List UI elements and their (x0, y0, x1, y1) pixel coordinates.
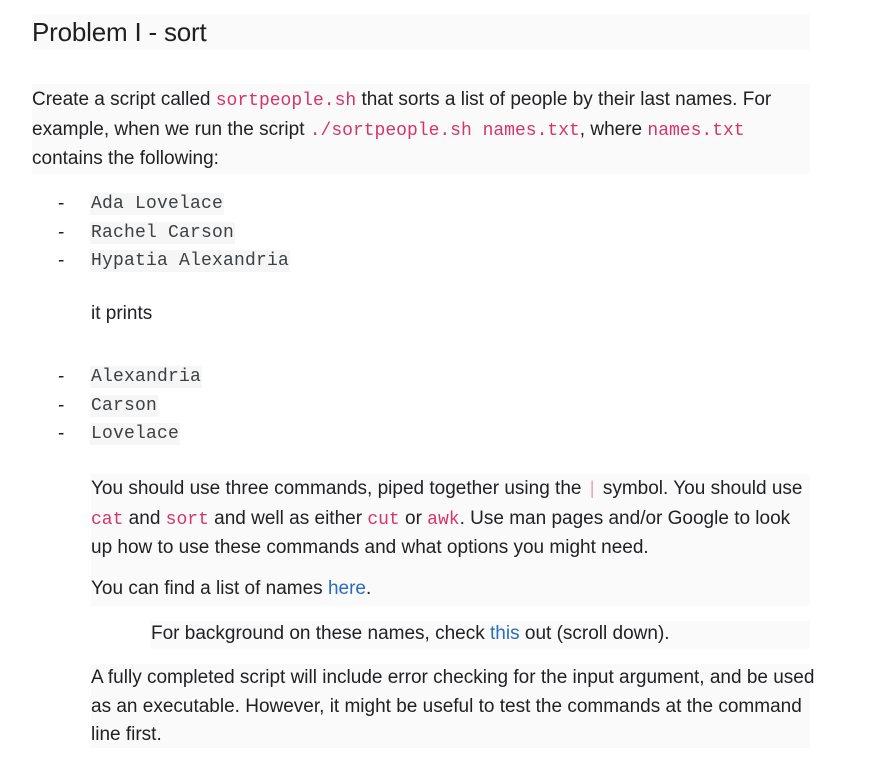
list-item-code: Rachel Carson (91, 222, 235, 243)
intro-paragraph (32, 86, 812, 174)
cut-command-code: cut (367, 509, 400, 530)
list-item-code: Hypatia Alexandria (91, 251, 290, 272)
list-bullet: - (58, 193, 65, 215)
find-text-2: . (365, 578, 372, 599)
background-info-link[interactable]: this (490, 623, 520, 644)
names-list-link[interactable]: here (327, 578, 366, 599)
list-bullet: - (58, 423, 65, 445)
list-item (58, 392, 202, 421)
background-text-2: out (scroll down). (519, 623, 670, 644)
list-item (58, 363, 202, 392)
list-item-code: Ada Lovelace (91, 194, 224, 215)
instructions-text-6: . Use man pages and/or Google to look up how to use these commands and what options you might need. (91, 507, 791, 558)
list-item (58, 190, 290, 219)
intro-text-4: contains the following: (32, 148, 219, 169)
output-names-list (58, 363, 202, 449)
list-item (58, 247, 290, 276)
input-names-list (58, 190, 290, 276)
script-name-code: sortpeople.sh (215, 91, 357, 111)
cat-command-code: cat (91, 509, 124, 530)
list-item (58, 219, 290, 248)
instructions-text-3: and (123, 507, 166, 529)
input-file-code: names.txt (647, 120, 745, 141)
list-item-code: Alexandria (91, 367, 202, 388)
background-note-paragraph (151, 620, 670, 649)
instructions-text-2: symbol. You should use (597, 478, 803, 499)
it-prints-text: it prints (91, 303, 153, 324)
find-names-paragraph (91, 575, 371, 604)
instructions-text-4: and well as either (208, 507, 368, 529)
list-item-code: Carson (91, 395, 158, 416)
instructions-text-5: or (399, 507, 428, 529)
sort-command-code: sort (165, 509, 209, 530)
page-title: Problem I - sort (32, 17, 207, 47)
list-item-code: Lovelace (91, 424, 180, 445)
list-bullet: - (58, 394, 65, 416)
run-command-code: ./sortpeople.sh names.txt (309, 120, 580, 141)
list-bullet: - (58, 250, 65, 272)
pipe-symbol-code: | (586, 480, 598, 500)
intro-text-2: that sorts a list of people by their last names. For example, when we run the script (32, 89, 772, 140)
background-text-1: For background on these names, check (151, 623, 491, 644)
find-text-1: You can find a list of names (91, 578, 328, 599)
list-bullet: - (58, 221, 65, 243)
instructions-paragraph (91, 475, 816, 563)
instructions-text-1: You should use three commands, piped together using the (91, 478, 587, 499)
completion-paragraph: A fully completed script will include error checking for the input argument, and be used as an executable. However, it might be useful to test the commands at the command line first. (91, 667, 815, 745)
intro-text-1: Create a script called (32, 89, 216, 110)
awk-command-code: awk (427, 509, 460, 530)
intro-text-3: , where (579, 118, 648, 140)
list-bullet: - (58, 366, 65, 388)
list-item (58, 420, 202, 449)
